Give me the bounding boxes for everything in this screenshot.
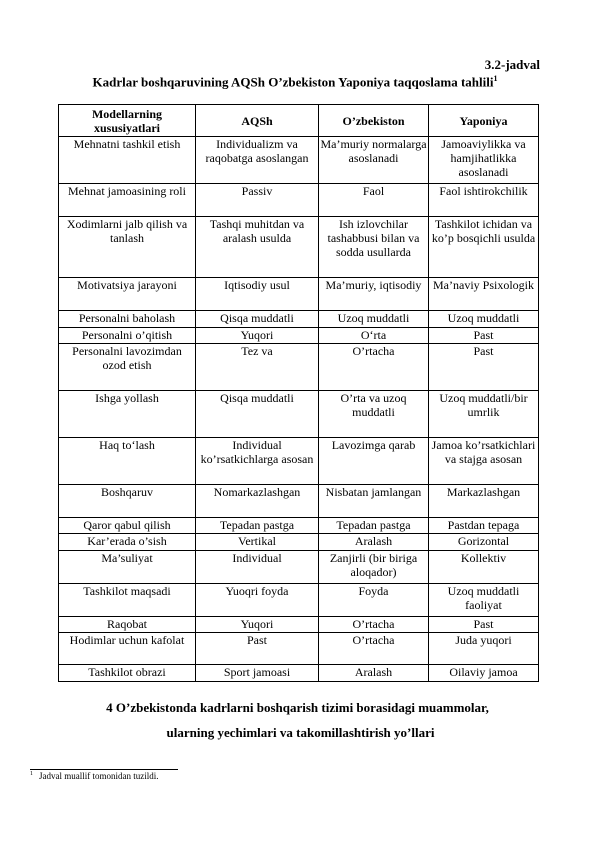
table-cell: Individual bbox=[196, 551, 319, 584]
table-cell: Nomarkazlashgan bbox=[196, 485, 319, 518]
table-cell: Uzoq muddatli bbox=[319, 311, 429, 328]
table-cell: O‘rta bbox=[319, 328, 429, 344]
table-cell: Individual ko’rsatkichlarga asosan bbox=[196, 438, 319, 485]
table-cell: Iqtisodiy usul bbox=[196, 278, 319, 311]
table-cell: O’rta va uzoq muddatli bbox=[319, 391, 429, 438]
table-row bbox=[59, 665, 539, 682]
table-cell: Faol bbox=[319, 184, 429, 217]
table-row bbox=[59, 278, 539, 311]
table-cell: Tez va bbox=[196, 344, 319, 391]
table-cell: Motivatsiya jarayoni bbox=[59, 278, 196, 311]
table-cell: Oilaviy jamoa bbox=[429, 665, 539, 682]
table-cell: Ma’muriy, iqtisodiy bbox=[319, 278, 429, 311]
section-heading-line-2: ularning yechimlari va takomillashtirish yo’llari bbox=[166, 725, 435, 740]
table-cell: Vertikal bbox=[196, 534, 319, 551]
table-cell: Pastdan tepaga bbox=[429, 518, 539, 534]
table-cell: Markazlashgan bbox=[429, 485, 539, 518]
table-cell: Kar’erada o’sish bbox=[59, 534, 196, 551]
table-cell: O’rtacha bbox=[319, 617, 429, 633]
table-row bbox=[59, 344, 539, 391]
header-features: Modellarning xususiyatlari bbox=[59, 105, 196, 137]
table-cell: Uzoq muddatli/bir umrlik bbox=[429, 391, 539, 438]
table-cell: Zanjirli (bir biriga aloqador) bbox=[319, 551, 429, 584]
table-cell: Qisqa muddatli bbox=[196, 311, 319, 328]
table-cell: Passiv bbox=[196, 184, 319, 217]
table-cell: Ma’muriy normalarga asoslanadi bbox=[319, 137, 429, 184]
table-cell: Xodimlarni jalb qilish va tanlash bbox=[59, 217, 196, 278]
table-cell: Past bbox=[196, 633, 319, 665]
table-row bbox=[59, 485, 539, 518]
table-cell: Ishga yollash bbox=[59, 391, 196, 438]
table-row bbox=[59, 311, 539, 328]
table-cell: Foyda bbox=[319, 584, 429, 617]
table-title bbox=[60, 74, 530, 90]
table-row bbox=[59, 184, 539, 217]
table-cell: Aralash bbox=[319, 534, 429, 551]
table-cell: Mehnatni tashkil etish bbox=[59, 137, 196, 184]
table-cell: Haq to‘lash bbox=[59, 438, 196, 485]
table-cell: Ma’suliyat bbox=[59, 551, 196, 584]
table-cell: Personalni o’qitish bbox=[59, 328, 196, 344]
section-heading-line-1: 4 O’zbekistonda kadrlarni boshqarish tizimi borasidagi muammolar, bbox=[106, 700, 489, 715]
table-cell: Uzoq muddatli bbox=[429, 311, 539, 328]
table-cell: Tashkilot obrazi bbox=[59, 665, 196, 682]
table-cell: Jamoa ko’rsatkichlari va stajga asosan bbox=[429, 438, 539, 485]
table-title-footnote-mark: 1 bbox=[493, 74, 498, 83]
table-cell: Qisqa muddatli bbox=[196, 391, 319, 438]
table-cell: Sport jamoasi bbox=[196, 665, 319, 682]
table-row bbox=[59, 518, 539, 534]
table-row bbox=[59, 391, 539, 438]
table-cell: Juda yuqori bbox=[429, 633, 539, 665]
header-japan: Yaponiya bbox=[429, 105, 539, 137]
table-cell: Boshqaruv bbox=[59, 485, 196, 518]
table-cell: Nisbatan jamlangan bbox=[319, 485, 429, 518]
table-header-row bbox=[59, 105, 539, 137]
header-uzbekistan: O’zbekiston bbox=[319, 105, 429, 137]
comparison-table bbox=[58, 104, 539, 682]
section-heading bbox=[0, 695, 595, 745]
table-cell: Ma’naviy Psixologik bbox=[429, 278, 539, 311]
table-cell: Qaror qabul qilish bbox=[59, 518, 196, 534]
table-cell: Past bbox=[429, 344, 539, 391]
footnote-mark: 1 bbox=[30, 771, 33, 777]
table-row bbox=[59, 534, 539, 551]
table-cell: Tashkilot maqsadi bbox=[59, 584, 196, 617]
table-cell: Jamoaviylikka va hamjihatlikka asoslanadi bbox=[429, 137, 539, 184]
table-cell: Individualizm va raqobatga asoslangan bbox=[196, 137, 319, 184]
footnote-divider bbox=[30, 769, 178, 770]
table-row bbox=[59, 438, 539, 485]
table-cell: Personalni baholash bbox=[59, 311, 196, 328]
table-cell: Ish izlovchilar tashabbusi bilan va sodda usullarda bbox=[319, 217, 429, 278]
table-row bbox=[59, 617, 539, 633]
table-cell: Faol ishtirokchilik bbox=[429, 184, 539, 217]
table-cell: O’rtacha bbox=[319, 633, 429, 665]
table-cell: Tashqi muhitdan va aralash usulda bbox=[196, 217, 319, 278]
table-row bbox=[59, 584, 539, 617]
table-cell: Hodimlar uchun kafolat bbox=[59, 633, 196, 665]
table-row bbox=[59, 633, 539, 665]
table-cell: Aralash bbox=[319, 665, 429, 682]
table-cell: Uzoq muddatli faoliyat bbox=[429, 584, 539, 617]
header-usa: AQSh bbox=[196, 105, 319, 137]
table-cell: Gorizontal bbox=[429, 534, 539, 551]
table-row bbox=[59, 217, 539, 278]
table-cell: Lavozimga qarab bbox=[319, 438, 429, 485]
table-title-text: Kadrlar boshqaruvining AQSh O’zbekiston Yaponiya taqqoslama tahlili bbox=[92, 74, 494, 90]
table-cell: Tepadan pastga bbox=[319, 518, 429, 534]
footnote-text: Jadval muallif tomonidan tuzildi. bbox=[39, 771, 159, 781]
table-row bbox=[59, 551, 539, 584]
table-cell: Tepadan pastga bbox=[196, 518, 319, 534]
table-cell: Personalni lavozimdan ozod etish bbox=[59, 344, 196, 391]
table-cell: Kollektiv bbox=[429, 551, 539, 584]
table-cell: Past bbox=[429, 617, 539, 633]
table-cell: O’rtacha bbox=[319, 344, 429, 391]
table-cell: Tashkilot ichidan va ko’p bosqichli usulda bbox=[429, 217, 539, 278]
table-row bbox=[59, 328, 539, 344]
table-cell: Past bbox=[429, 328, 539, 344]
table-label: 3.2-jadval bbox=[484, 57, 540, 72]
table-cell: Yuqori bbox=[196, 328, 319, 344]
table-cell: Yuoqri foyda bbox=[196, 584, 319, 617]
table-cell: Yuqori bbox=[196, 617, 319, 633]
table-row bbox=[59, 137, 539, 184]
table-cell: Mehnat jamoasining roli bbox=[59, 184, 196, 217]
footnote bbox=[30, 771, 158, 781]
table-cell: Raqobat bbox=[59, 617, 196, 633]
